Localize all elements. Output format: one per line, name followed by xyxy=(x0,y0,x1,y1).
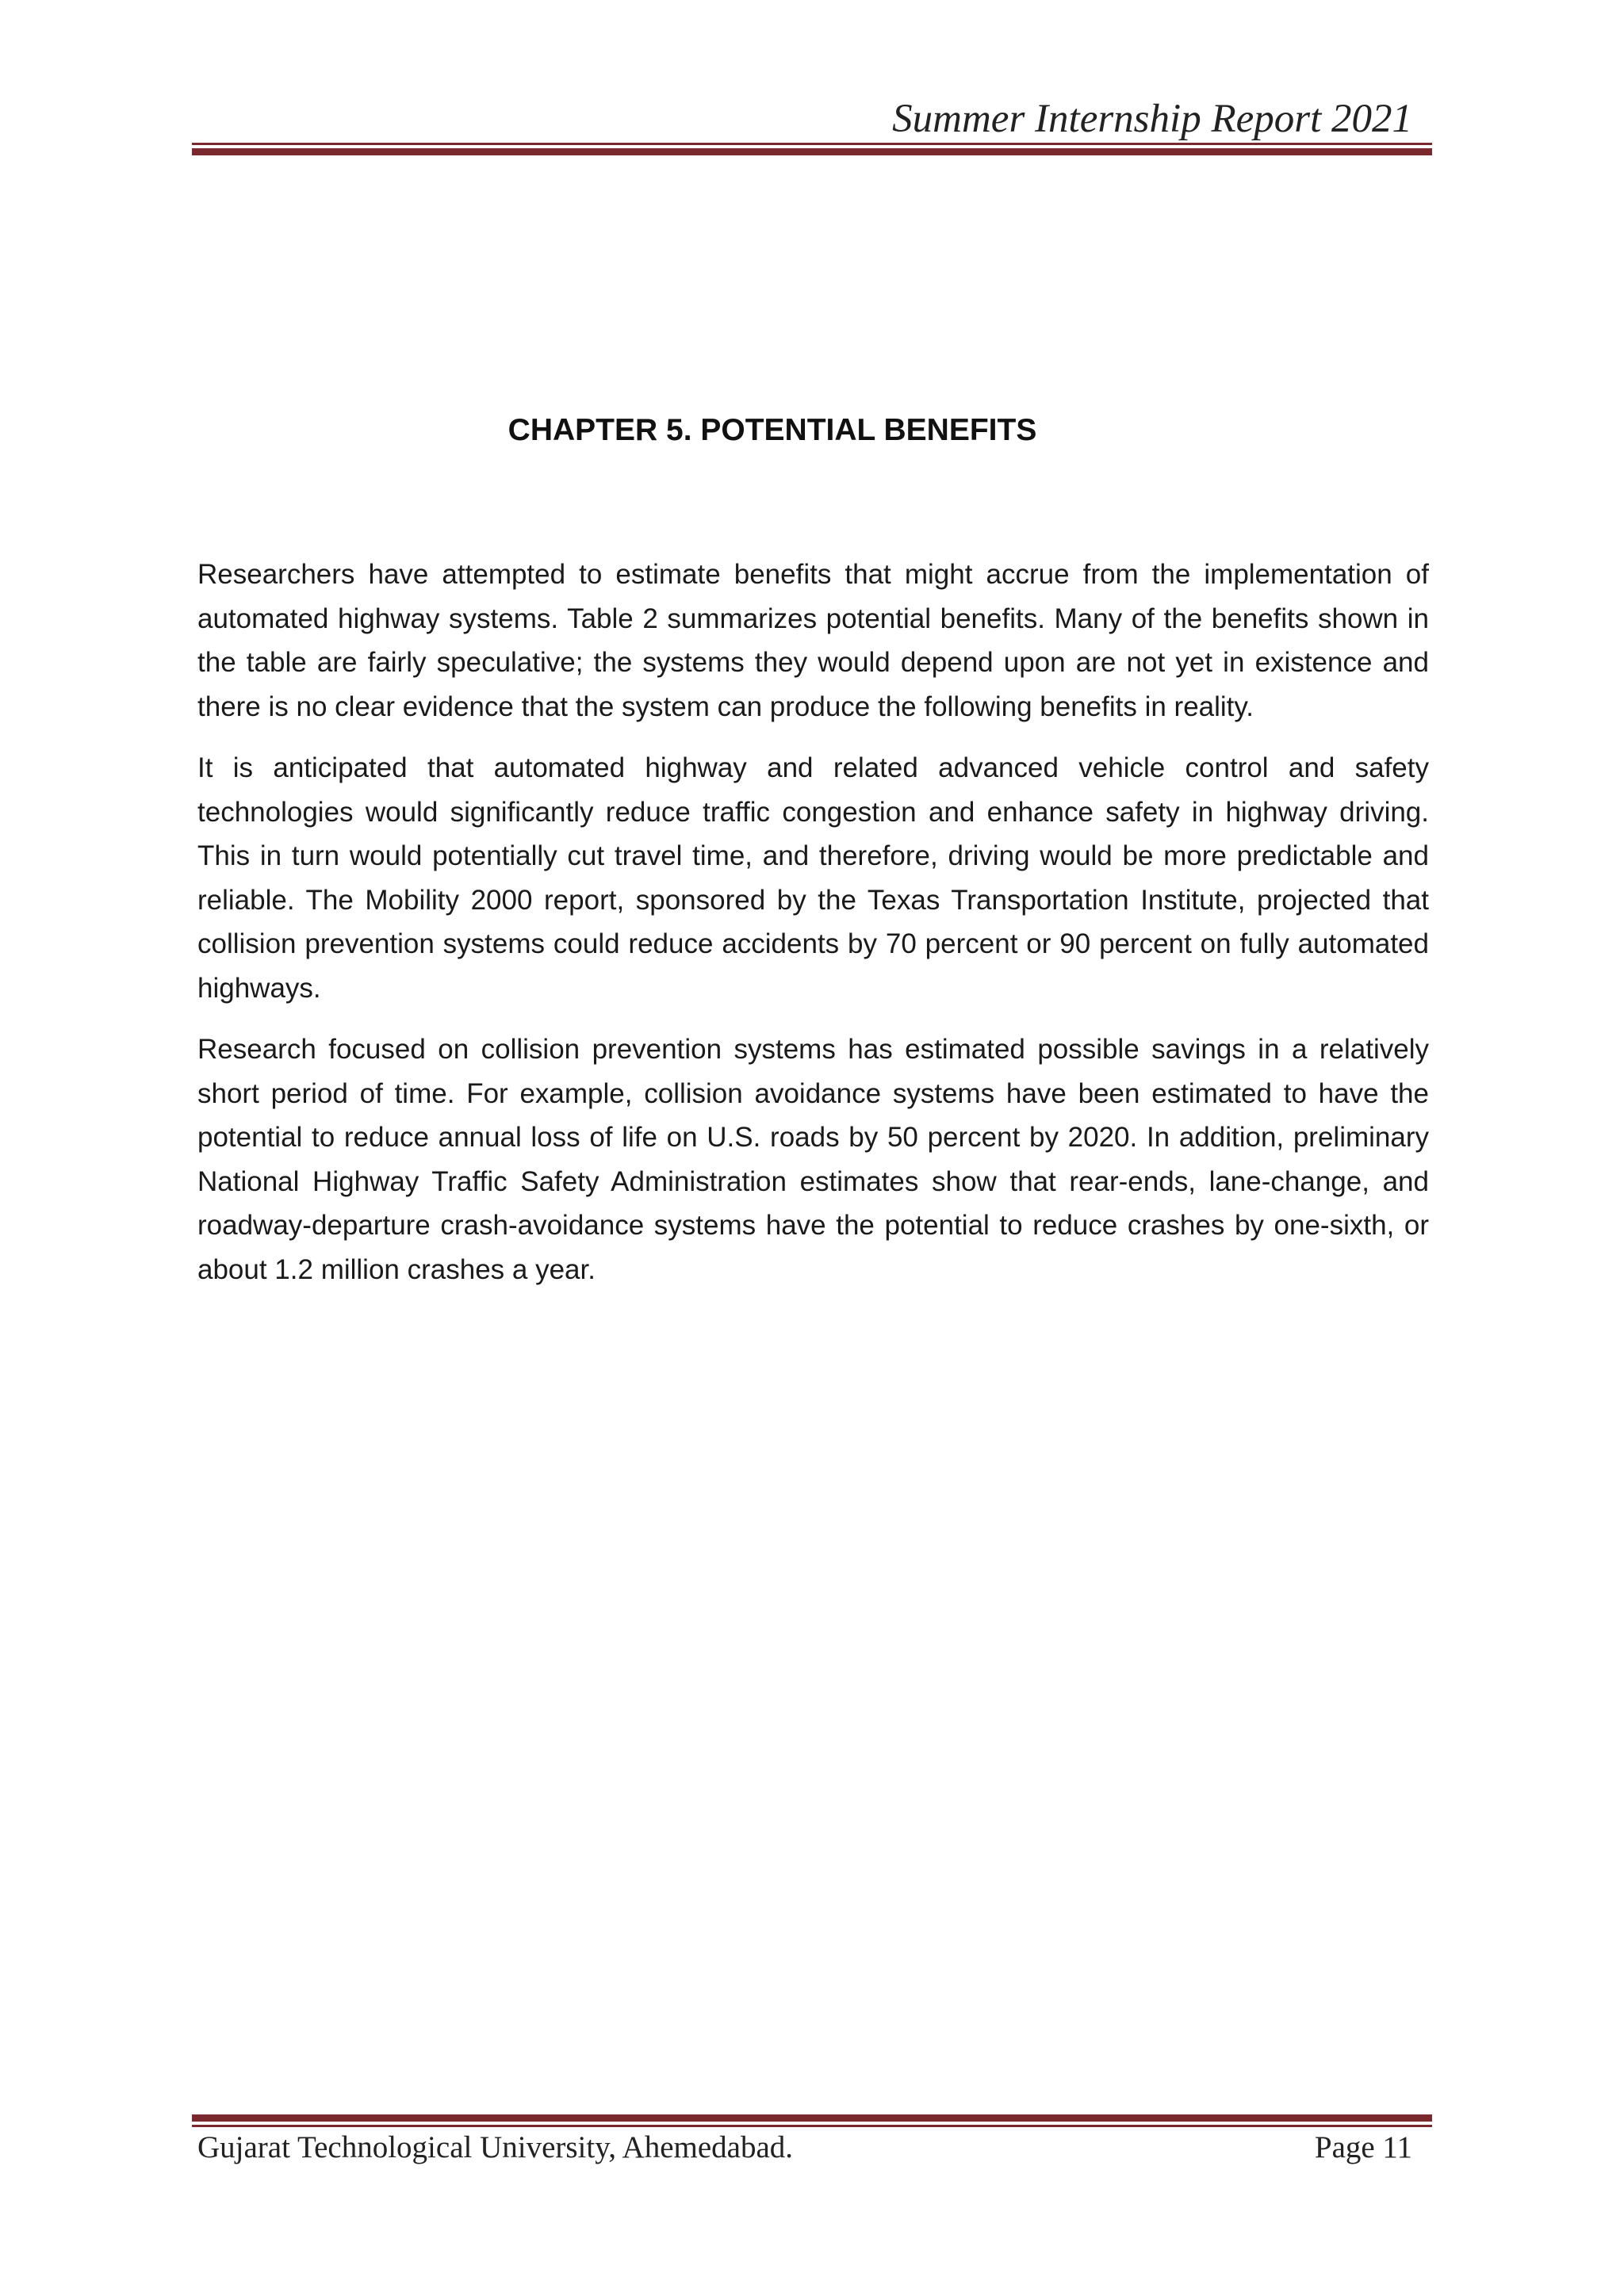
footer-rule-thin-line xyxy=(192,2125,1432,2127)
paragraph-1: Researchers have attempted to estimate benefits that might accrue from the implementation of automated highway systems. Table 2 summarizes potential benefits. Many of the benefits shown in the table are fairly speculative; the systems they would depend upon are not yet in existence and there is no clear evidence that the system can produce the following benefits in reality. xyxy=(197,559,1429,722)
paragraph-2: It is anticipated that automated highway and related advanced vehicle control and safety technologies would significantly reduce traffic congestion and enhance safety in highway driving. This in turn would potentially cut travel time, and therefore, driving would be more predictable and reliable. The Mobility 2000 report, sponsored by the Texas Transportation Institute, projected that collision prevention systems could reduce accidents by 70 percent or 90 percent on fully automated highways. xyxy=(197,752,1429,1004)
header-rule-thick-line xyxy=(192,148,1432,155)
paragraph-3: Research focused on collision prevention systems has estimated possible savings in a relatively short period of time. For example, collision avoidance systems have been estimated to have the potential to reduce annual loss of life on U.S. roads by 50 percent by 2020. In addition, preliminary National Highway Traffic Safety Administration estimates show that rear-ends, lane-change, and roadway-departure crash-avoidance systems have the potential to reduce crashes by one-sixth, or about 1.2 million crashes a year. xyxy=(197,1034,1429,1285)
header-title: Summer Internship Report 2021 xyxy=(892,97,1412,141)
chapter-title: CHAPTER 5. POTENTIAL BENEFITS xyxy=(508,413,1037,447)
footer-rule xyxy=(192,2114,1432,2127)
body-text xyxy=(197,553,1429,1309)
footer-institution: Gujarat Technological University, Ahemedabad. xyxy=(197,2130,794,2164)
page-number: Page 11 xyxy=(1314,2130,1412,2164)
footer-rule-thick-line xyxy=(192,2114,1432,2122)
header-rule xyxy=(192,143,1432,155)
